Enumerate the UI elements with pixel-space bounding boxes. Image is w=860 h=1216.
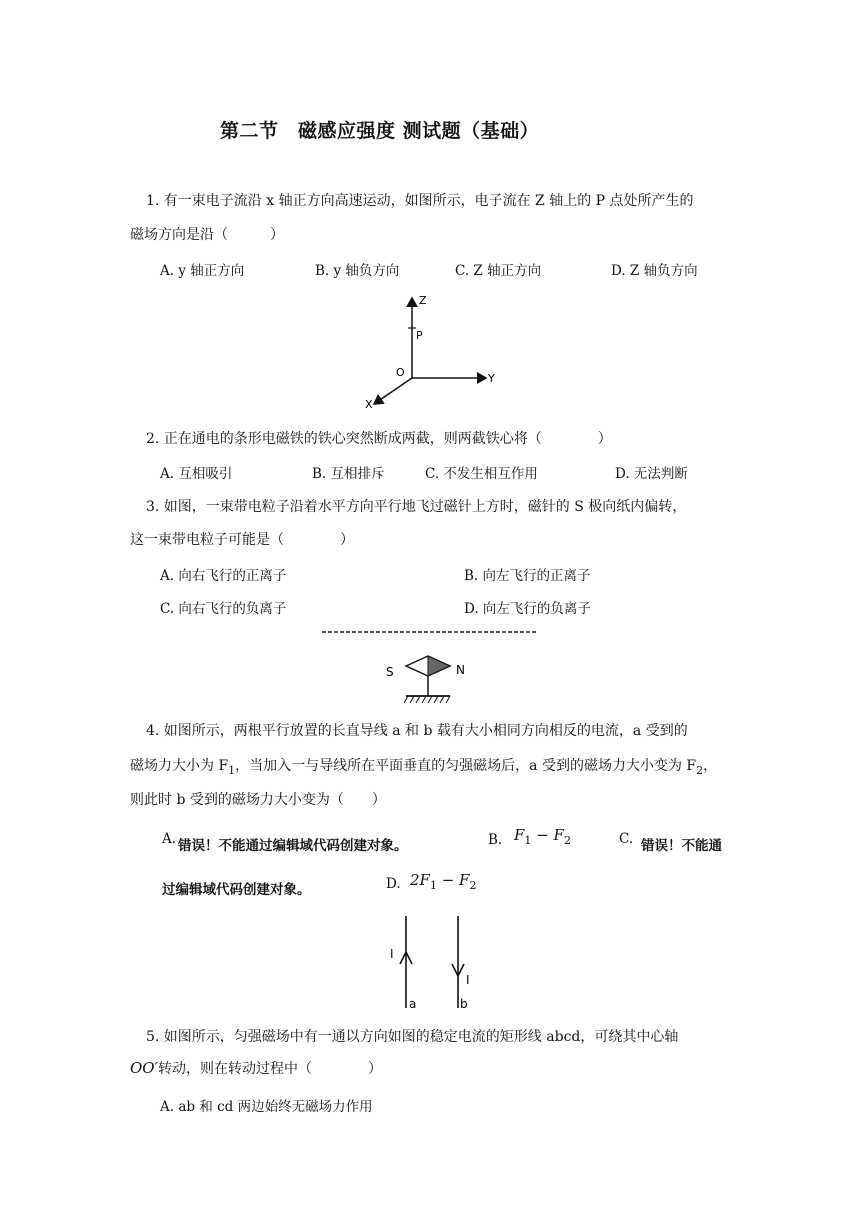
q3-option-c: C. 向右飞行的负离子 [160, 601, 287, 617]
page-title: 第二节 磁感应强度 测试题（基础） [220, 120, 540, 142]
current-label-right: I [466, 973, 470, 987]
q1-option-a: A. y 轴正方向 [160, 263, 245, 279]
wire-b-label: b [460, 997, 468, 1011]
q4-option-a-label: A. [162, 831, 177, 847]
q5-option-a: A. ab 和 cd 两边始终无磁场力作用 [160, 1099, 373, 1115]
origin-label: O [396, 366, 405, 379]
question-1-stem-cont: 磁场方向是沿（ ） [130, 227, 284, 243]
question-1-stem: 1. 有一束电子流沿 x 轴正方向高速运动，如图所示，电子流在 Z 轴上的 P 点处所产生的 [146, 193, 694, 209]
q1-option-d: D. Z 轴负方向 [611, 263, 698, 279]
south-pole-label: S [386, 665, 394, 679]
x-axis-line [374, 378, 412, 404]
q1-option-b: B. y 轴负方向 [315, 263, 400, 279]
q2-option-b: B. 互相排斥 [312, 466, 385, 482]
current-label-left: I [390, 947, 394, 961]
z-label: Z [419, 294, 427, 307]
question-4-stem-cont: 磁场力大小为 $F_1$，当加入一与导线所在平面垂直的匀强磁场后，a 受到的磁场力大小变为 $F_2$， [130, 758, 718, 777]
question-4-stem: 4. 如图所示，两根平行放置的长直导线 a 和 b 载有大小相同方向相反的电流，a 受到的 [146, 723, 688, 739]
q3-option-d: D. 向左飞行的负离子 [464, 601, 591, 617]
q4-wires-figure [384, 910, 484, 1012]
q4-option-d-label: D. [386, 876, 401, 892]
q1-axes-figure [360, 290, 510, 415]
question-4-stem-cont2: 则此时 b 受到的磁场力大小变为（ ） [130, 792, 386, 808]
q2-option-c: C. 不发生相互作用 [425, 466, 538, 482]
q4-option-c-error: 错误！不能通 [641, 838, 722, 854]
q1-option-c: C. Z 轴正方向 [455, 263, 542, 279]
question-2-stem: 2. 正在通电的条形电磁铁的铁心突然断成两截，则两截铁心将（ ） [146, 431, 612, 447]
q4-option-d-formula: $2F_1 - F_2$ [410, 871, 477, 892]
q4-option-b-formula: $F_1 - F_2$ [514, 826, 571, 847]
q2-option-a: A. 互相吸引 [160, 466, 233, 482]
q4-option-b-label: B. [488, 832, 503, 848]
north-pole-label: N [456, 663, 465, 677]
ground-hatching [404, 696, 450, 703]
q4-option-c-error-cont: 过编辑域代码创建对象。 [162, 882, 311, 898]
question-3-stem-cont: 这一束带电粒子可能是（ ） [130, 532, 354, 548]
wire-a-label: a [409, 997, 417, 1011]
q3-option-a: A. 向右飞行的正离子 [160, 568, 287, 584]
q4-option-c-label: C. [619, 831, 634, 847]
x-label: X [365, 398, 373, 411]
y-label: Y [488, 372, 495, 385]
q3-option-b: B. 向左飞行的正离子 [464, 568, 591, 584]
q2-option-d: D. 无法判断 [615, 466, 688, 482]
question-5-stem: 5. 如图所示，匀强磁场中有一通以方向如图的稳定电流的矩形线 abcd，可绕其中心轴 [146, 1029, 679, 1045]
question-5-stem-cont: OO′转动，则在转动过程中（ ） [130, 1059, 383, 1077]
question-3-stem: 3. 如图，一束带电粒子沿着水平方向平行地飞过磁针上方时，磁针的 S 极向纸内偏转， [146, 499, 687, 515]
q3-compass-figure [318, 624, 543, 706]
q4-option-a-error: 错误！不能通过编辑域代码创建对象。 [178, 838, 408, 854]
compass-needle-north [428, 656, 450, 676]
p-label: P [416, 329, 423, 342]
